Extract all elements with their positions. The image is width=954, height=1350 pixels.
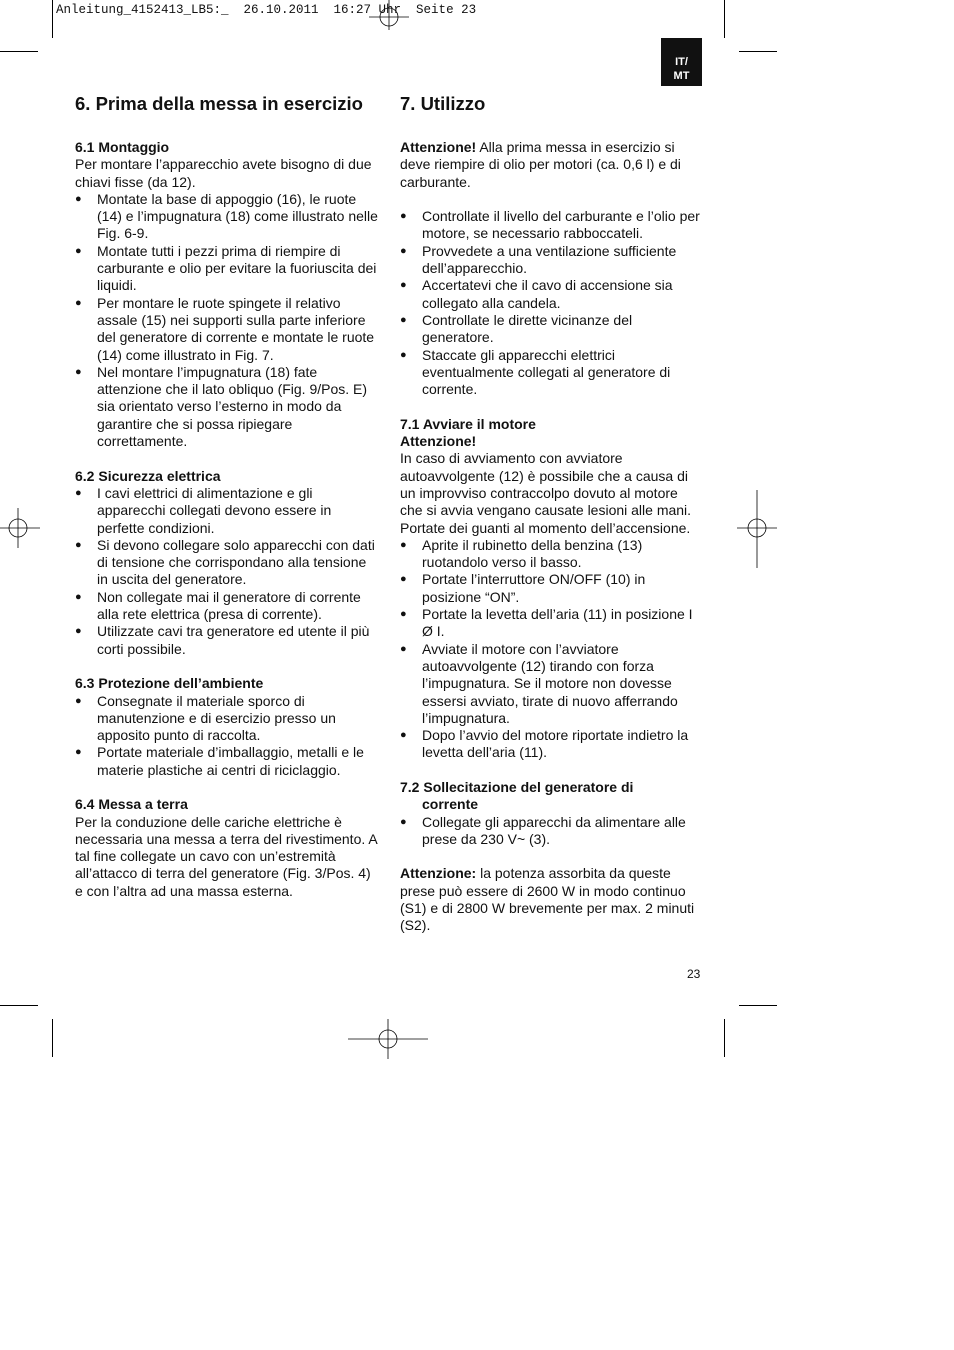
subsection-heading: 6.4 Messa a terra bbox=[75, 796, 188, 813]
crop-mark bbox=[0, 51, 38, 52]
list-item: ● Dopo l’avvio del motore riportate indietro la levetta dell’aria (11). bbox=[400, 727, 700, 762]
list-item: ● Portate materiale d’imballaggio, metalli e le materie plastiche ai centri di riciclaggio. bbox=[75, 744, 380, 779]
crop-mark bbox=[724, 0, 725, 38]
paragraph bbox=[400, 139, 700, 191]
list-item: ● Controllate il livello del carburante e l’olio per motore, se necessario rabboccateli. bbox=[400, 208, 700, 243]
page-number: 23 bbox=[687, 967, 701, 981]
subsection-heading: 7.2 Sollecitazione del generatore di bbox=[400, 778, 634, 795]
bullet-list bbox=[75, 485, 380, 658]
list-item: ● Montate la base di appoggio (16), le ruote (14) e l’impugnatura (18) come illustrato nelle Fig. 6-9. bbox=[75, 191, 380, 243]
column-right bbox=[400, 93, 700, 935]
list-item: ● Controllate le dirette vicinanze del generatore. bbox=[400, 312, 700, 347]
language-tab-line1: IT/ bbox=[675, 56, 688, 68]
list-item: ● Nel montare l’impugnatura (18) fate attenzione che il lato obliquo (Fig. 9/Pos. E) sia orientato verso l’esterno in modo da garantire che si possa ripiegare correttamente. bbox=[75, 364, 380, 450]
crop-mark bbox=[52, 1019, 53, 1057]
bullet-list bbox=[400, 208, 700, 398]
crop-mark bbox=[0, 1005, 38, 1006]
bullet-list bbox=[75, 693, 380, 779]
subsection-heading-cont: corrente bbox=[422, 796, 479, 813]
list-item: ● Portate l’interruttore ON/OFF (10) in posizione “ON”. bbox=[400, 571, 700, 606]
crop-mark bbox=[739, 51, 777, 52]
list-item: ● Collegate gli apparecchi da alimentare alle prese da 230 V~ (3). bbox=[400, 814, 700, 849]
section-title: 6. Prima della messa in esercizio bbox=[75, 93, 363, 114]
crop-mark bbox=[739, 1005, 777, 1006]
bullet-list bbox=[75, 191, 380, 450]
registration-target-icon bbox=[0, 508, 40, 548]
paragraph: Per montare l’apparecchio avete bisogno di due chiavi fisse (da 12). bbox=[75, 156, 372, 190]
list-item: ● Staccate gli apparecchi elettrici eventualmente collegati al generatore di corrente. bbox=[400, 347, 700, 399]
paragraph-text: la potenza assorbita da queste prese può essere di 2600 W in modo continuo (S1) e di 2800 W brevemente per max. 2 minuti (S2). bbox=[400, 865, 695, 934]
list-item: ● Per montare le ruote spingete il relativo assale (15) nei supporti sulla parte inferiore del generatore di corrente e montate le ruote (14) come illustrato in Fig. 7. bbox=[75, 295, 380, 364]
list-item: ● Si devono collegare solo apparecchi con dati di tensione che corrispondano alla tensione in uscita del generatore. bbox=[75, 537, 380, 589]
list-item: ● Montate tutti i pezzi prima di riempire di carburante e olio per evitare la fuoriuscita dei liquidi. bbox=[75, 243, 380, 295]
bullet-list bbox=[400, 814, 700, 849]
crop-mark bbox=[724, 1019, 725, 1057]
crop-mark bbox=[52, 0, 53, 38]
list-item: ● Avviate il motore con l’avviatore autoavvolgente (12) tirando con forza l’impugnatura. Se il motore non dovesse essersi avviato, tirate di nuovo afferrando l’impugnatura. bbox=[400, 641, 700, 727]
subsection-heading: 7.1 Avviare il motore bbox=[400, 415, 536, 432]
warning-label: Attenzione! bbox=[400, 433, 477, 450]
list-item: ● Consegnate il materiale sporco di manutenzione e di esercizio presso un apposito punto di raccolta. bbox=[75, 693, 380, 745]
list-item: ● Accertatevi che il cavo di accensione sia collegato alla candela. bbox=[400, 277, 700, 312]
paragraph bbox=[400, 865, 700, 934]
warning-label: Attenzione: bbox=[400, 865, 477, 882]
paragraph-text: Alla prima messa in esercizio si deve riempire di olio per motori (ca. 0,6 l) e di carburante. bbox=[400, 139, 681, 190]
bullet-list bbox=[400, 537, 700, 762]
section-title: 7. Utilizzo bbox=[400, 93, 486, 114]
list-item: ● Non collegate mai il generatore di corrente alla rete elettrica (presa di corrente). bbox=[75, 589, 380, 624]
language-tab bbox=[661, 38, 702, 86]
language-tab-line2: MT bbox=[673, 70, 690, 82]
list-item: ● Aprite il rubinetto della benzina (13) ruotandolo verso il basso. bbox=[400, 537, 700, 572]
paragraph: Per la conduzione delle cariche elettriche è necessaria una messa a terra del rivestimento. A tal fine collegate un cavo con un’estremità all’attacco di terra del generatore (Fig. 3/Pos. 4) e con l’altra ad una massa esterna. bbox=[75, 813, 377, 899]
registration-target-icon bbox=[737, 490, 777, 568]
list-item: ● Utilizzate cavi tra generatore ed utente il più corti possibile. bbox=[75, 623, 380, 658]
subsection-heading: 6.2 Sicurezza elettrica bbox=[75, 467, 221, 484]
list-item: ● I cavi elettrici di alimentazione e gli apparecchi collegati devono essere in perfette condizioni. bbox=[75, 485, 380, 537]
warning-label: Attenzione! bbox=[400, 139, 477, 155]
subsection-heading: 6.1 Montaggio bbox=[75, 139, 170, 155]
column-left bbox=[75, 93, 380, 900]
paragraph: In caso di avviamento con avviatore autoavvolgente (12) è possibile che a causa di un improvviso contraccolpo dovuto al motore che si avvia vengano causate lesioni alle mani. Portate dei guanti al momento dell’accensione. bbox=[400, 450, 692, 536]
list-item: ● Provvedete a una ventilazione sufficiente dell’apparecchio. bbox=[400, 243, 700, 278]
print-slug: Anleitung_4152413_LB5:_ 26.10.2011 16:27 Uhr Seite 23 bbox=[56, 3, 477, 17]
list-item: ● Portate la levetta dell’aria (11) in posizione I Ø I. bbox=[400, 606, 700, 641]
subsection-heading: 6.3 Protezione dell’ambiente bbox=[75, 675, 264, 692]
registration-target-icon bbox=[348, 1019, 428, 1059]
